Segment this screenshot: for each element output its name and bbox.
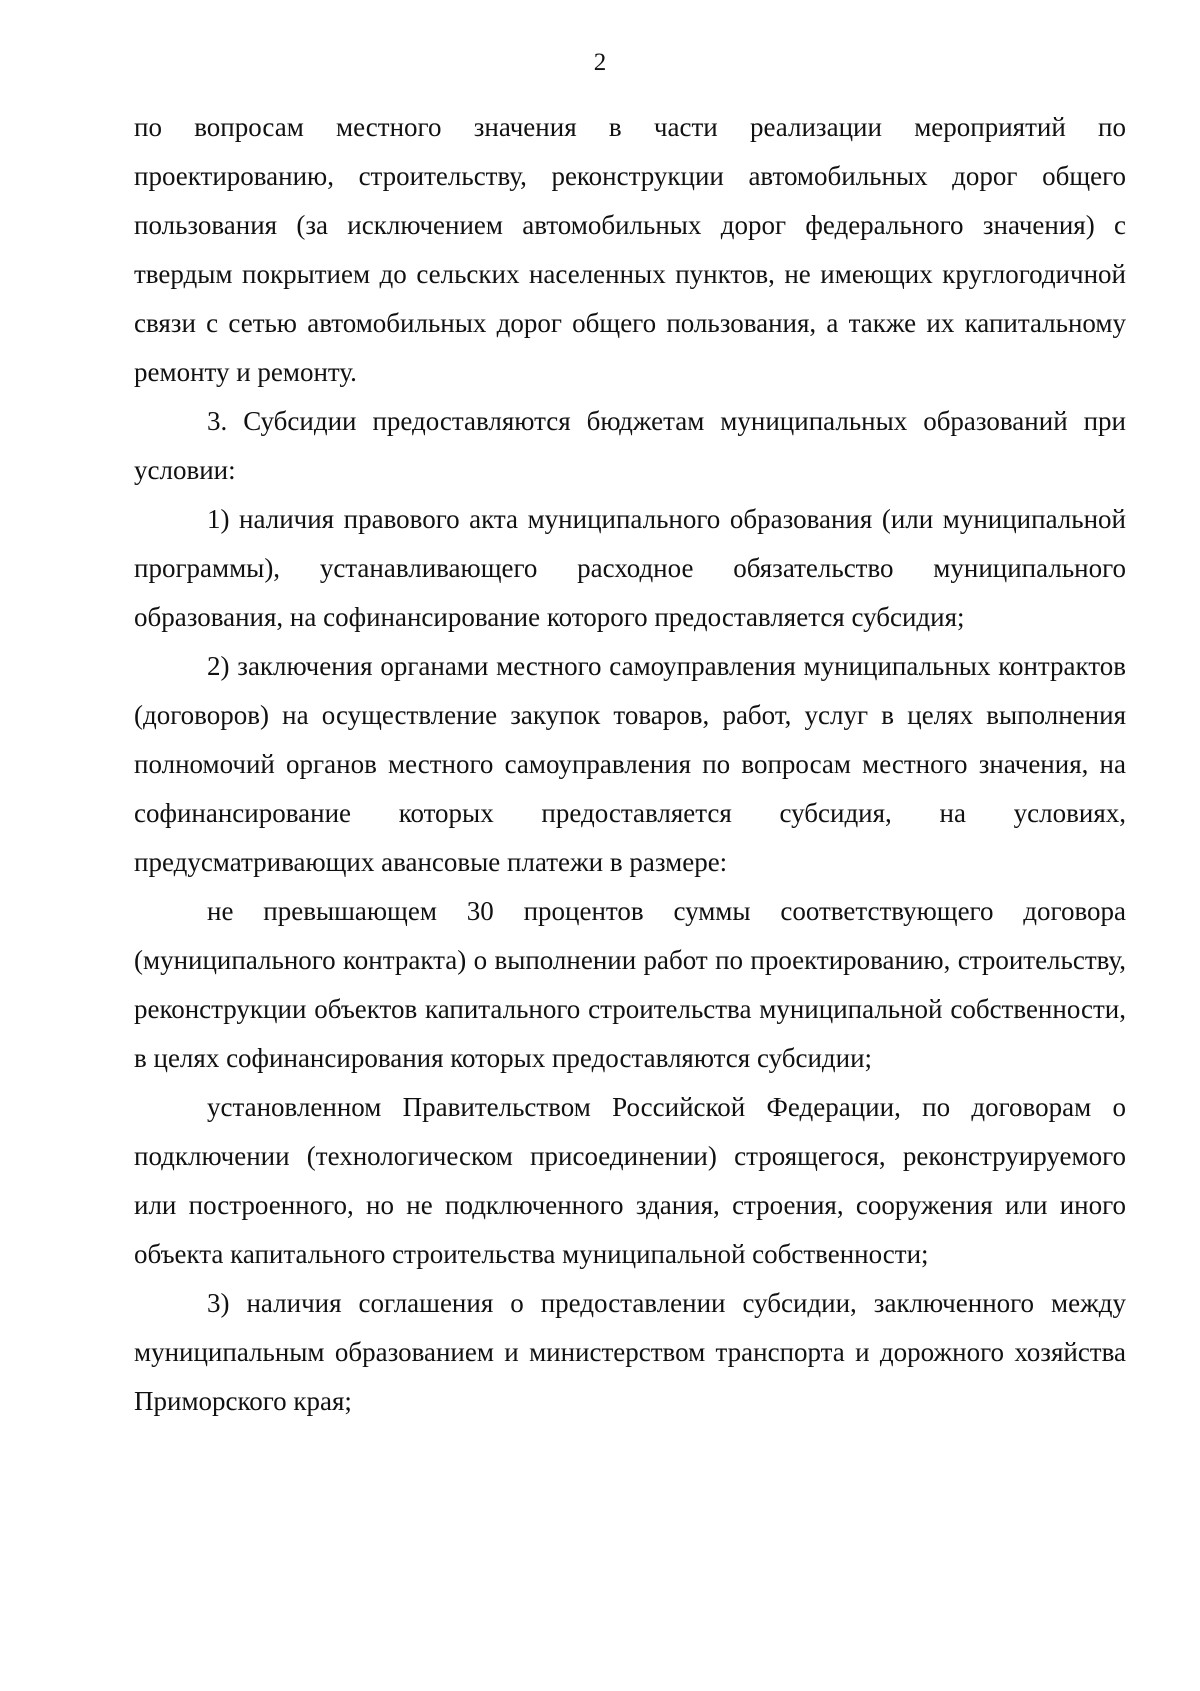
paragraph-item-3: 3. Субсидии предоставляются бюджетам муниципальных образований при условии: [134,406,1126,485]
paragraph-subitem-1: 1) наличия правового акта муниципального образования (или муниципальной программы), устанавливающего расходное обязательство муниципального образования, на софинансирование которого предоставляется субсидия; [134,504,1126,632]
paragraph-subitem-2: 2) заключения органами местного самоуправления муниципальных контрактов (договоров) на осуществление закупок товаров, работ, услуг в целях выполнения полномочий органов местного самоуправления по вопросам местного значения, на софинансирование которых предоставляется субсидия, на условиях, предусматривающих авансовые платежи в размере: [134,651,1126,877]
document-body [134,103,1126,1426]
paragraph-continuation: по вопросам местного значения в части реализации мероприятий по проектированию, строительству, реконструкции автомобильных дорог общего пользования (за исключением автомобильных дорог федерального значения) с твердым покрытием до сельских населенных пунктов, не имеющих круглогодичной связи с сетью автомобильных дорог общего пользования, а также их капитальному ремонту и ремонту. [134,112,1126,387]
paragraph-subitem-3: 3) наличия соглашения о предоставлении субсидии, заключенного между муниципальным образованием и министерством транспорта и дорожного хозяйства Приморского края; [134,1288,1126,1416]
page-number: 2 [593,49,607,76]
paragraph-advance-limit: не превышающем 30 процентов суммы соответствующего договора (муниципального контракта) о выполнении работ по проектированию, строительству, реконструкции объектов капитального строительства муниципальной собственности, в целях софинансирования которых предоставляются субсидии; [134,896,1126,1073]
paragraph-advance-government: установленном Правительством Российской Федерации, по договорам о подключении (технологическом присоединении) строящегося, реконструируемого или построенного, но не подключенного здания, строения, сооружения или иного объекта капитального строительства муниципальной собственности; [134,1092,1126,1269]
